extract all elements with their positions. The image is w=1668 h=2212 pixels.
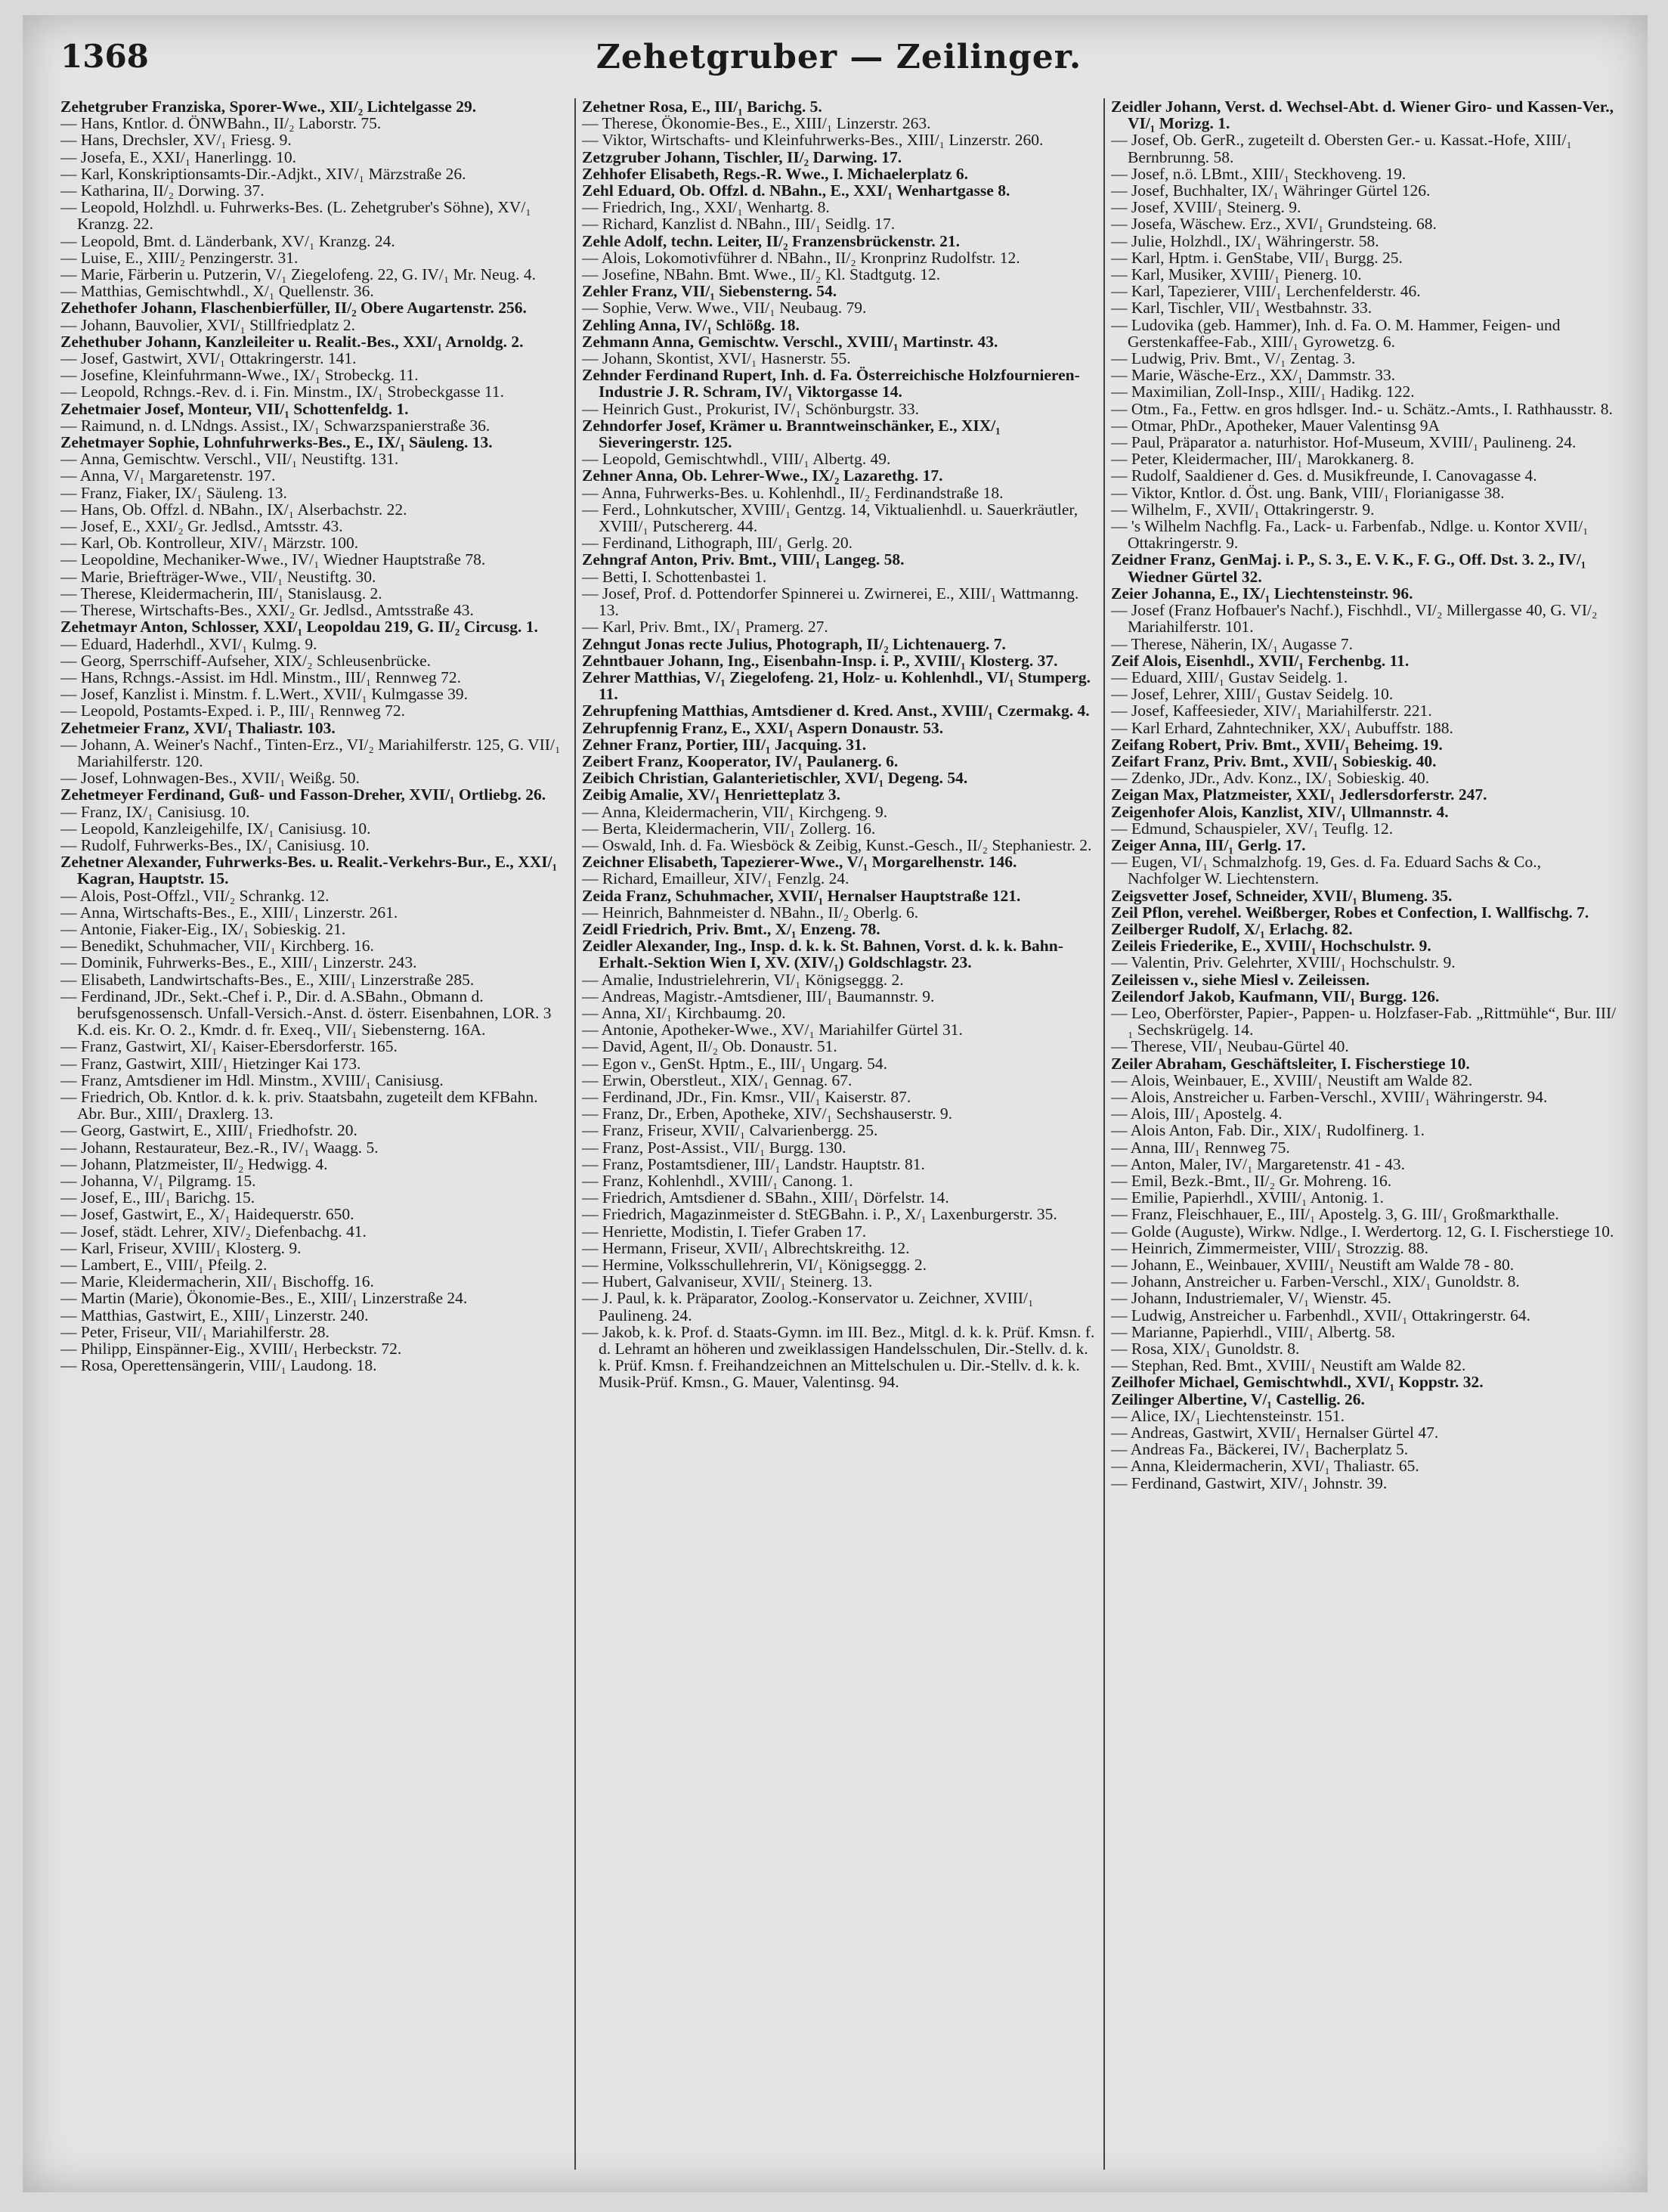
directory-entry: — Johann, Skontist, XVI/₁ Hasnerstr. 55.	[582, 349, 851, 368]
directory-entry: — Golde (Auguste), Wirkw. Ndlge., I. Werdertorg. 12, G. I. Fischerstiege 10.	[1111, 1222, 1614, 1241]
directory-entry: — Betti, I. Schottenbastei 1.	[582, 567, 767, 586]
directory-entry: — Emilie, Papierhdl., XVIII/₁ Antonig. 1.	[1111, 1188, 1385, 1207]
directory-entry: Zeida Franz, Schuhmacher, XVII/₁ Hernalser Hauptstraße 121.	[582, 886, 1021, 905]
directory-entry: Zehetgruber Franziska, Sporer-Wwe., XII/₂ Lichtelgasse 29.	[60, 98, 477, 116]
running-title: Zehetgruber — Zeilinger.	[596, 38, 1082, 76]
directory-entry: Zehntbauer Johann, Ing., Eisenbahn-Insp. i. P., XVIII/₁ Klosterg. 37.	[582, 651, 1058, 670]
directory-entry: — Alois, Post-Offzl., VII/₂ Schrankg. 12.	[60, 886, 330, 905]
directory-entry: — Heinrich, Bahnmeister d. NBahn., II/₂ Oberlg. 6.	[582, 903, 919, 922]
directory-entry: — Rudolf, Saaldiener d. Ges. d. Musikfreunde, I. Canovagasse 4.	[1111, 466, 1537, 485]
directory-entry: — Marie, Färberin u. Putzerin, V/₁ Ziegelofeng. 22, G. IV/₁ Mr. Neug. 4.	[60, 265, 537, 284]
directory-entry: — Friedrich, Amtsdiener d. SBahn., XIII/₁ Dörfelstr. 14.	[582, 1188, 949, 1207]
directory-entry: — Eugen, VI/₁ Schmalzhofg. 19, Ges. d. Fa. Eduard Sachs & Co., Nachfolger W. Liechtenstern.	[1111, 853, 1542, 888]
directory-entry: — Hans, Drechsler, XV/₁ Friesg. 9.	[60, 131, 292, 150]
directory-entry: — Hans, Ob. Offzl. d. NBahn., IX/₁ Alserbachstr. 22.	[60, 500, 407, 519]
directory-entry: — Zdenko, JDr., Adv. Konz., IX/₁ Sobieskig. 40.	[1111, 769, 1430, 788]
directory-entry: — Johann, Platzmeister, II/₂ Hedwigg. 4.	[60, 1154, 328, 1173]
directory-entry: Zeidner Franz, GenMaj. i. P., S. 3., E. V. K., F. G., Off. Dst. 3. 2., IV/₁ Wiedner Gürtel 32.	[1111, 550, 1586, 586]
directory-entry: Zeil Pflon, verehel. Weißberger, Robes et Confection, I. Wallfischg. 7.	[1111, 903, 1589, 922]
directory-entry: — Peter, Friseur, VII/₁ Mariahilferstr. 28.	[60, 1322, 330, 1341]
directory-entry: Zeidler Alexander, Ing., Insp. d. k. k. St. Bahnen, Vorst. d. k. k. Bahn-Erhalt.-Sektion Wien I, XV. (XIV/₁) Goldschlagstr. 23.	[582, 937, 1063, 972]
directory-entry: Zeichner Elisabeth, Tapezierer-Wwe., V/₁ Morgarelhenstr. 146.	[582, 853, 1017, 872]
directory-entry: — Elisabeth, Landwirtschafts-Bes., E., XIII/₁ Linzerstraße 285.	[60, 970, 475, 989]
directory-entry: — Johann, Anstreicher u. Farben-Verschl., XIX/₁ Gunoldstr. 8.	[1111, 1272, 1520, 1291]
directory-entry: — Wilhelm, F., XVII/₁ Ottakringerstr. 9.	[1111, 500, 1375, 519]
directory-entry: Zeigan Max, Platzmeister, XXI/₁ Jedlersdorferstr. 247.	[1111, 785, 1487, 804]
directory-entry: — Therese, VII/₁ Neubau-Gürtel 40.	[1111, 1037, 1349, 1056]
directory-entry: Zehetner Rosa, E., III/₁ Barichg. 5.	[582, 98, 822, 116]
directory-entry: — Paul, Präparator a. naturhistor. Hof-Museum, XVIII/₁ Paulineng. 24.	[1111, 433, 1577, 452]
directory-entry: — Josef, E., III/₁ Barichg. 15.	[60, 1188, 255, 1207]
directory-entry: — Ferdinand, JDr., Fin. Kmsr., VII/₁ Kaiserstr. 87.	[582, 1087, 911, 1106]
directory-entry: — Josef, Kanzlist i. Minstm. f. L.Wert., XVII/₁ Kulmgasse 39.	[60, 685, 469, 704]
directory-entry: Zehetmeier Franz, XVI/₁ Thaliastr. 103.	[60, 718, 336, 737]
directory-entry: — J. Paul, k. k. Präparator, Zoolog.-Konservator u. Zeichner, XVIII/₁ Paulineng. 24.	[582, 1289, 1034, 1324]
directory-entry: — Stephan, Red. Bmt., XVIII/₁ Neustift am Walde 82.	[1111, 1356, 1466, 1375]
directory-entry: — Jakob, k. k. Prof. d. Staats-Gymn. im III. Bez., Mitgl. d. k. k. Prüf. Kmsn. f. d. Lehramt an höheren und zweiklassigen Handelsschulen, Dir.-Stellv. d. k. k. Prüf. Kmsn. f. Freihandzeichnen an Mittelschulen u. Dir.-Stellv. d. k. k. Musik-Prüf. Kmsn., G. Mauer, Valentinsg. 94.	[582, 1322, 1095, 1392]
directory-entry: — Alois, III/₁ Apostelg. 4.	[1111, 1104, 1283, 1123]
directory-entry: Zehler Franz, VII/₁ Siebensterng. 54.	[582, 282, 837, 301]
directory-entry: — Hubert, Galvaniseur, XVII/₁ Steinerg. 13.	[582, 1272, 873, 1291]
directory-entry: — Anna, V/₁ Margaretenstr. 197.	[60, 466, 276, 485]
directory-entry: — Georg, Sperrschiff-Aufseher, XIX/₂ Schleusenbrücke.	[60, 651, 432, 670]
directory-entry: Zeigsvetter Josef, Schneider, XVII/₁ Blumeng. 35.	[1111, 886, 1453, 905]
directory-entry: Zehmann Anna, Gemischtw. Verschl., XVIII/₁ Martinstr. 43.	[582, 332, 998, 351]
directory-entry: — Luise, E., XIII/₂ Penzingerstr. 31.	[60, 248, 299, 267]
directory-entry: — Ludwig, Anstreicher u. Farbenhdl., XVII/₁ Ottakringerstr. 64.	[1111, 1306, 1531, 1324]
directory-entry: — Friedrich, Ing., XXI/₁ Wenhartg. 8.	[582, 198, 830, 217]
directory-entry: — Franz, Friseur, XVII/₁ Calvarienbergg. 25.	[582, 1121, 878, 1140]
directory-entry: Zeileissen v., siehe Miesl v. Zeileissen.	[1111, 970, 1370, 989]
directory-entry: — Alois, Lokomotivführer d. NBahn., II/₂ Kronprinz Rudolfstr. 12.	[582, 248, 1020, 267]
directory-entry: Zeiler Abraham, Geschäftsleiter, I. Fischerstiege 10.	[1111, 1054, 1470, 1073]
column-3	[1111, 98, 1617, 2170]
directory-entry: — Franz, Kohlenhdl., XVIII/₁ Canong. 1.	[582, 1172, 853, 1190]
directory-entry: Zehner Anna, Ob. Lehrer-Wwe., IX/₂ Lazarethg. 17.	[582, 466, 943, 485]
directory-entry: — Heinrich Gust., Prokurist, IV/₁ Schönburgstr. 33.	[582, 399, 920, 418]
directory-entry: — Leopoldine, Mechaniker-Wwe., IV/₁ Wiedner Hauptstraße 78.	[60, 550, 486, 569]
directory-entry: — Johann, A. Weiner's Nachf., Tinten-Erz., VI/₂ Mariahilferstr. 125, G. VII/₁ Mariahilferstr. 120.	[60, 735, 561, 770]
directory-entry: — Alois, Anstreicher u. Farben-Verschl., XVIII/₁ Währingerstr. 94.	[1111, 1087, 1548, 1106]
directory-entry: — Karl, Musiker, XVIII/₁ Pienerg. 10.	[1111, 265, 1362, 284]
column-divider	[1103, 98, 1105, 2170]
directory-entry: — Franz, IX/₁ Canisiusg. 10.	[60, 802, 250, 821]
directory-entry: Zehetmeyer Ferdinand, Guß- und Fasson-Dreher, XVII/₁ Ortliebg. 26.	[60, 785, 546, 804]
directory-entry: Zehner Franz, Portier, III/₁ Jacquing. 31.	[582, 735, 867, 754]
directory-entry: — Maximilian, Zoll-Insp., XIII/₁ Hadikg. 122.	[1111, 383, 1415, 401]
directory-entry: — Matthias, Gemischtwhdl., X/₁ Quellenstr. 36.	[60, 282, 374, 301]
directory-entry: — Edmund, Schauspieler, XV/₁ Teuflg. 12.	[1111, 819, 1394, 838]
directory-entry: — Philipp, Einspänner-Eig., XVIII/₁ Herbeckstr. 72.	[60, 1340, 402, 1358]
directory-entry: — Josef, Kaffeesieder, XIV/₁ Mariahilferstr. 221.	[1111, 702, 1432, 720]
directory-entry: — Ferdinand, Gastwirt, XIV/₁ Johnstr. 39.	[1111, 1473, 1388, 1492]
directory-entry: — David, Agent, II/₂ Ob. Donaustr. 51.	[582, 1037, 837, 1056]
directory-entry: — Josefa, E., XXI/₁ Hanerlingg. 10.	[60, 147, 297, 166]
directory-entry: — Friedrich, Magazinmeister d. StEGBahn. i. P., X/₁ Laxenburgerstr. 35.	[582, 1205, 1057, 1224]
directory-entry: — Therese, Kleidermacherin, III/₁ Stanislausg. 2.	[60, 584, 382, 603]
directory-entry: — Erwin, Oberstleut., XIX/₁ Gennag. 67.	[582, 1070, 853, 1089]
directory-entry: — Josefa, Wäschew. Erz., XVI/₁ Grundsteing. 68.	[1111, 215, 1437, 234]
directory-entry: — Ferdinand, JDr., Sekt.-Chef i. P., Dir. d. A.SBahn., Obmann d. berufsgenossensch. Unfall-Versich.-Anst. d. österr. Eisenbahnen, LOR. 3 K.d. eis. Kr. O. 2., Kmdr. d. fr. Exeq., VII/₁ Siebensterng. 16A.	[60, 987, 552, 1039]
directory-entry: — Josef, Buchhalter, IX/₁ Währinger Gürtel 126.	[1111, 181, 1431, 200]
directory-entry: Zehetner Alexander, Fuhrwerks-Bes. u. Realit.-Verkehrs-Bur., E., XXI/₁ Kagran, Hauptstr. 15.	[60, 853, 558, 888]
directory-entry: — Rosa, XIX/₁ Gunoldstr. 8.	[1111, 1340, 1300, 1358]
directory-entry: — Karl, Hptm. i. GenStabe, VII/₁ Burgg. 25.	[1111, 248, 1403, 267]
directory-entry: — Karl, Konskriptionsamts-Dir.-Adjkt., XIV/₁ Märzstraße 26.	[60, 164, 466, 183]
directory-entry: — Franz, Post-Assist., VII/₁ Burgg. 130.	[582, 1138, 846, 1157]
directory-entry: Zeilberger Rudolf, X/₁ Erlachg. 82.	[1111, 919, 1353, 938]
directory-entry: — Viktor, Wirtschafts- und Kleinfuhrwerks-Bes., XIII/₁ Linzerstr. 260.	[582, 131, 1044, 150]
directory-entry: — Karl, Tischler, VII/₁ Westbahnstr. 33.	[1111, 299, 1372, 318]
directory-entry: Zeibert Franz, Kooperator, IV/₁ Paulanerg. 6.	[582, 751, 899, 770]
directory-entry: — Lambert, E., VIII/₁ Pfeilg. 2.	[60, 1256, 268, 1275]
directory-entry: — Andreas, Magistr.-Amtsdiener, III/₁ Baumannstr. 9.	[582, 987, 935, 1005]
directory-entry: — Marie, Wäsche-Erz., XX/₁ Dammstr. 33.	[1111, 366, 1396, 385]
directory-entry: — Anna, XI/₁ Kirchbaumg. 20.	[582, 1003, 786, 1022]
directory-entry: — Josef, E., XXI/₂ Gr. Jedlsd., Amtsstr. 43.	[60, 517, 343, 536]
directory-entry: — Rudolf, Fuhrwerks-Bes., IX/₁ Canisiusg. 10.	[60, 835, 370, 854]
directory-entry: — Rosa, Operettensängerin, VIII/₁ Laudong. 18.	[60, 1356, 377, 1375]
directory-entry: Zeidl Friedrich, Priv. Bmt., X/₁ Enzeng. 78.	[582, 919, 880, 938]
directory-entry: — Hermann, Friseur, XVII/₁ Albrechtskreithg. 12.	[582, 1238, 910, 1257]
directory-entry: — Therese, Wirtschafts-Bes., XXI/₂ Gr. Jedlsd., Amtsstraße 43.	[60, 601, 474, 620]
directory-entry: — Karl, Ob. Kontrolleur, XIV/₁ Märzstr. 100.	[60, 534, 359, 553]
directory-entry: — Berta, Kleidermacherin, VII/₁ Zollerg. 16.	[582, 819, 876, 838]
directory-entry: Zehethuber Johann, Kanzleileiter u. Realit.-Bes., XXI/₁ Arnoldg. 2.	[60, 332, 524, 351]
directory-entry: — Johann, Bauvolier, XVI/₁ Stillfriedplatz 2.	[60, 315, 355, 334]
directory-entry: — Josef, Prof. d. Pottendorfer Spinnerei u. Zwirnerei, E., XIII/₁ Wattmanng. 13.	[582, 584, 1079, 620]
directory-entry: Zeileis Friederike, E., XVIII/₁ Hochschulstr. 9.	[1111, 937, 1431, 956]
directory-entry: — Josef (Franz Hofbauer's Nachf.), Fischhdl., VI/₂ Millergasse 40, G. VI/₂ Mariahilferstr. 101.	[1111, 601, 1598, 637]
directory-entry: — Johann, E., Weinbauer, XVIII/₁ Neustift am Walde 78 - 80.	[1111, 1256, 1515, 1275]
directory-entry: — Josef, Lehrer, XIII/₁ Gustav Seidelg. 10.	[1111, 685, 1394, 704]
directory-entry: — Eduard, Haderhdl., XVI/₁ Kulmg. 9.	[60, 634, 317, 653]
directory-entry: — Josef, n.ö. LBmt., XIII/₁ Steckhoveng. 19.	[1111, 164, 1407, 183]
directory-entry: — Marie, Briefträger-Wwe., VII/₁ Neustiftg. 30.	[60, 567, 376, 586]
directory-entry: — Julie, Holzhdl., IX/₁ Währingerstr. 58.	[1111, 231, 1379, 250]
directory-entry: Zehnder Ferdinand Rupert, Inh. d. Fa. Österreichische Holzfournieren-Industrie J. R. Schram, IV/₁ Viktorgasse 14.	[582, 366, 1080, 401]
page-number: 1368	[60, 38, 149, 75]
directory-entry: Zehethofer Johann, Flaschenbierfüller, II/₂ Obere Augartenstr. 256.	[60, 299, 527, 318]
directory-entry: — Antonie, Fiaker-Eig., IX/₁ Sobieskig. 21.	[60, 919, 346, 938]
directory-entry: Zeiger Anna, III/₁ Gerlg. 17.	[1111, 835, 1306, 854]
directory-entry: Zehle Adolf, techn. Leiter, II/₂ Franzensbrückenstr. 21.	[582, 231, 960, 250]
directory-entry: — Marianne, Papierhdl., VIII/₁ Albertg. 58.	[1111, 1322, 1396, 1341]
directory-entry: — Franz, Fleischhauer, E., III/₁ Apostelg. 3, G. III/₁ Großmarkthalle.	[1111, 1205, 1559, 1224]
directory-entry: — Josefine, NBahn. Bmt. Wwe., II/₂ Kl. Stadtgutg. 12.	[582, 265, 941, 284]
directory-entry: — Leopold, Gemischtwhdl., VIII/₁ Albertg. 49.	[582, 450, 891, 469]
directory-entry: — Anton, Maler, IV/₁ Margaretenstr. 41 - 43.	[1111, 1154, 1405, 1173]
directory-entry: — Franz, Fiaker, IX/₁ Säuleng. 13.	[60, 483, 287, 502]
directory-entry: — Ludovika (geb. Hammer), Inh. d. Fa. O. M. Hammer, Feigen- und Gerstenkaffee-Fab., XIII/₁ Gyrowetzg. 6.	[1111, 315, 1561, 351]
directory-entry: Zehetmaier Josef, Monteur, VII/₁ Schottenfeldg. 1.	[60, 399, 409, 418]
directory-entry: — Franz, Gastwirt, XI/₁ Kaiser-Ebersdorferstr. 165.	[60, 1037, 398, 1056]
directory-entry: — Ludwig, Priv. Bmt., V/₁ Zentag. 3.	[1111, 349, 1356, 368]
directory-page	[23, 15, 1648, 2192]
directory-entry: — Franz, Postamtsdiener, III/₁ Landstr. Hauptstr. 81.	[582, 1154, 925, 1173]
directory-entry: — Alois Anton, Fab. Dir., XIX/₁ Rudolfinerg. 1.	[1111, 1121, 1425, 1140]
directory-entry: — Josef, XVIII/₁ Steinerg. 9.	[1111, 198, 1301, 217]
directory-entry: — Anna, Fuhrwerks-Bes. u. Kohlenhdl., II/₂ Ferdinandstraße 18.	[582, 483, 1004, 502]
directory-entry: Zehetmayr Anton, Schlosser, XXI/₁ Leopoldau 219, G. II/₂ Circusg. 1.	[60, 618, 538, 637]
directory-entry: Zeilendorf Jakob, Kaufmann, VII/₁ Burgg. 126.	[1111, 987, 1440, 1005]
directory-entry: — Josef, städt. Lehrer, XIV/₂ Diefenbachg. 41.	[60, 1222, 367, 1241]
directory-entry: Zeifart Franz, Priv. Bmt., XVII/₁ Sobieskig. 40.	[1111, 751, 1437, 770]
directory-entry: — Georg, Gastwirt, E., XIII/₁ Friedhofstr. 20.	[60, 1121, 357, 1140]
directory-entry: — 's Wilhelm Nachflg. Fa., Lack- u. Farbenfab., Ndlge. u. Kontor XVII/₁ Ottakringerstr. 9.	[1111, 517, 1589, 553]
directory-entry: — Anna, Kleidermacherin, XVI/₁ Thaliastr. 65.	[1111, 1457, 1419, 1476]
directory-entry: Zehrupfennig Franz, E., XXI/₁ Aspern Donaustr. 53.	[582, 718, 944, 737]
directory-entry: — Antonie, Apotheker-Wwe., XV/₁ Mariahilfer Gürtel 31.	[582, 1021, 963, 1039]
directory-entry: — Franz, Gastwirt, XIII/₁ Hietzinger Kai 173.	[60, 1054, 361, 1073]
directory-entry: — Leopold, Postamts-Exped. i. P., III/₁ Rennweg 72.	[60, 702, 405, 720]
directory-entry: — Hermine, Volksschullehrerin, VI/₁ Königseggg. 2.	[582, 1256, 927, 1275]
directory-entry: — Leopold, Bmt. d. Länderbank, XV/₁ Kranzg. 24.	[60, 231, 395, 250]
directory-entry: — Anna, Gemischtw. Verschl., VII/₁ Neustiftg. 131.	[60, 450, 399, 469]
directory-entry: — Eduard, XIII/₁ Gustav Seidelg. 1.	[1111, 668, 1348, 686]
directory-entry: — Alois, Weinbauer, E., XVIII/₁ Neustift am Walde 82.	[1111, 1070, 1473, 1089]
directory-entry: Zehngraf Anton, Priv. Bmt., VIII/₁ Langeg. 58.	[582, 550, 905, 569]
page-header	[60, 38, 1617, 83]
directory-entry: — Martin (Marie), Ökonomie-Bes., E., XIII/₁ Linzerstraße 24.	[60, 1289, 468, 1308]
directory-entry: — Johann, Restaurateur, Bez.-R., IV/₁ Waagg. 5.	[60, 1138, 379, 1157]
directory-entry: — Josef, Gastwirt, XVI/₁ Ottakringerstr. 141.	[60, 349, 357, 368]
directory-columns	[60, 98, 1617, 2170]
directory-entry: Zehndorfer Josef, Krämer u. Branntweinschänker, E., XIX/₁ Sieveringerstr. 125.	[582, 416, 1001, 452]
directory-entry: Zehhofer Elisabeth, Regs.-R. Wwe., I. Michaelerplatz 6.	[582, 164, 968, 183]
directory-entry: — Otmar, PhDr., Apotheker, Mauer Valentinsg 9A	[1111, 416, 1440, 435]
directory-entry: Zehetmayer Sophie, Lohnfuhrwerks-Bes., E., IX/₁ Säuleng. 13.	[60, 433, 493, 452]
directory-entry: — Amalie, Industrielehrerin, VI/₁ Königseggg. 2.	[582, 970, 904, 989]
directory-entry: — Therese, Ökonomie-Bes., E., XIII/₁ Linzerstr. 263.	[582, 114, 931, 133]
directory-entry: Zeier Johanna, E., IX/₁ Liechtensteinstr. 96.	[1111, 584, 1413, 603]
directory-entry: — Oswald, Inh. d. Fa. Wiesböck & Zeibig, Kunst.-Gesch., II/₂ Stephaniestr. 2.	[582, 835, 1092, 854]
directory-entry: — Richard, Kanzlist d. NBahn., III/₁ Seidlg. 17.	[582, 215, 896, 234]
directory-entry: — Ferd., Lohnkutscher, XVIII/₁ Gentzg. 14, Viktualienhdl. u. Sauerkräutler, XVIII/₁ Putschererg. 44.	[582, 500, 1078, 536]
directory-entry: Zeibig Amalie, XV/₁ Henrietteplatz 3.	[582, 785, 841, 804]
directory-entry: — Johann, Industriemaler, V/₁ Wienstr. 45.	[1111, 1289, 1392, 1308]
directory-entry: Zeibich Christian, Galanterietischler, XVI/₁ Degeng. 54.	[582, 769, 968, 788]
directory-entry: — Ferdinand, Lithograph, III/₁ Gerlg. 20.	[582, 534, 853, 553]
directory-entry: Zeigenhofer Alois, Kanzlist, XIV/₁ Ullmannstr. 4.	[1111, 802, 1449, 821]
directory-entry: — Benedikt, Schuhmacher, VII/₁ Kirchberg. 16.	[60, 937, 374, 956]
directory-entry: Zehrupfening Matthias, Amtsdiener d. Kred. Anst., XVIII/₁ Czermakg. 4.	[582, 702, 1090, 720]
directory-entry: — Anna, Kleidermacherin, VII/₁ Kirchgeng. 9.	[582, 802, 888, 821]
directory-entry: — Josefine, Kleinfuhrmann-Wwe., IX/₁ Strobeckg. 11.	[60, 366, 419, 385]
directory-entry: — Andreas Fa., Bäckerei, IV/₁ Bacherplatz 5.	[1111, 1440, 1409, 1459]
directory-entry: Zeif Alois, Eisenhdl., XVII/₁ Ferchenbg. 11.	[1111, 651, 1410, 670]
column-2	[582, 98, 1096, 2170]
directory-entry: — Franz, Dr., Erben, Apotheke, XIV/₁ Sechshauserstr. 9.	[582, 1104, 952, 1123]
directory-entry: Zeidler Johann, Verst. d. Wechsel-Abt. d. Wiener Giro- und Kassen-Ver., VI/₁ Morizg. 1.	[1111, 98, 1614, 133]
directory-entry: — Karl Erhard, Zahntechniker, XX/₁ Aubuffstr. 188.	[1111, 718, 1453, 737]
directory-entry: — Raimund, n. d. LNdngs. Assist., IX/₁ Schwarzspanierstraße 36.	[60, 416, 490, 435]
column-1	[60, 98, 567, 2170]
directory-entry: — Hans, Kntlor. d. ÖNWBahn., II/₂ Laborstr. 75.	[60, 114, 382, 133]
directory-entry: — Peter, Kleidermacher, III/₁ Marokkanerg. 8.	[1111, 450, 1415, 469]
directory-entry: — Valentin, Priv. Gelehrter, XVIII/₁ Hochschulstr. 9.	[1111, 953, 1456, 972]
directory-entry: — Leopold, Kanzleigehilfe, IX/₁ Canisiusg. 10.	[60, 819, 371, 838]
directory-entry: — Karl, Tapezierer, VIII/₁ Lerchenfelderstr. 46.	[1111, 282, 1421, 301]
directory-entry: — Henriette, Modistin, I. Tiefer Graben 17.	[582, 1222, 867, 1241]
directory-entry: Zehrer Matthias, V/₁ Ziegelofeng. 21, Holz- u. Kohlenhdl., VI/₁ Stumperg. 11.	[582, 668, 1091, 704]
directory-entry: — Matthias, Gastwirt, E., XIII/₁ Linzerstr. 240.	[60, 1306, 369, 1324]
directory-entry: — Josef, Lohnwagen-Bes., XVII/₁ Weißg. 50.	[60, 769, 360, 788]
directory-entry: — Johanna, V/₁ Pilgramg. 15.	[60, 1172, 256, 1190]
directory-entry: — Hans, Rchngs.-Assist. im Hdl. Minstm., III/₁ Rennweg 72.	[60, 668, 462, 686]
column-divider	[574, 98, 576, 2170]
directory-entry: — Leopold, Rchngs.-Rev. d. i. Fin. Minstm., IX/₁ Strobeckgasse 11.	[60, 383, 504, 401]
directory-entry: Zeilhofer Michael, Gemischtwhdl., XVI/₁ Koppstr. 32.	[1111, 1373, 1484, 1392]
directory-entry: Zehl Eduard, Ob. Offzl. d. NBahn., E., XXI/₁ Wenhartgasse 8.	[582, 181, 1010, 200]
directory-entry: — Karl, Priv. Bmt., IX/₁ Pramerg. 27.	[582, 618, 828, 637]
directory-entry: Zehling Anna, IV/₁ Schlößg. 18.	[582, 315, 800, 334]
directory-entry: — Richard, Emailleur, XIV/₁ Fenzlg. 24.	[582, 869, 849, 888]
directory-entry: Zetzgruber Johann, Tischler, II/₂ Darwing. 17.	[582, 147, 902, 166]
directory-entry: — Marie, Kleidermacherin, XII/₁ Bischoffg. 16.	[60, 1272, 374, 1291]
directory-entry: — Emil, Bezk.-Bmt., II/₂ Gr. Mohreng. 16.	[1111, 1172, 1392, 1190]
directory-entry: — Leo, Oberförster, Papier-, Pappen- u. Holzfaser-Fab. „Rittmühle“, Bur. III/₁ Sechskrügelg. 14.	[1111, 1003, 1617, 1039]
directory-entry: — Josef, Gastwirt, E., X/₁ Haidequerstr. 650.	[60, 1205, 354, 1224]
directory-entry: — Katharina, II/₂ Dorwing. 37.	[60, 181, 265, 200]
directory-entry: Zehngut Jonas recte Julius, Photograph, II/₂ Lichtenauerg. 7.	[582, 634, 1006, 653]
directory-entry: — Karl, Friseur, XVIII/₁ Klosterg. 9.	[60, 1238, 302, 1257]
directory-entry: — Egon v., GenSt. Hptm., E., III/₁ Ungarg. 54.	[582, 1054, 888, 1073]
directory-entry: — Friedrich, Ob. Kntlor. d. k. k. priv. Staatsbahn, zugeteilt dem KFBahn. Abr. Bur., XIII/₁ Draxlerg. 13.	[60, 1087, 538, 1123]
directory-entry: — Franz, Amtsdiener im Hdl. Minstm., XVIII/₁ Canisiusg.	[60, 1070, 444, 1089]
directory-entry: — Andreas, Gastwirt, XVII/₁ Hernalser Gürtel 47.	[1111, 1424, 1439, 1442]
directory-entry: — Therese, Näherin, IX/₁ Augasse 7.	[1111, 634, 1353, 653]
directory-entry: — Dominik, Fuhrwerks-Bes., E., XIII/₁ Linzerstr. 243.	[60, 953, 417, 972]
directory-entry: — Viktor, Kntlor. d. Öst. ung. Bank, VIII/₁ Florianigasse 38.	[1111, 483, 1505, 502]
directory-entry: — Leopold, Holzhdl. u. Fuhrwerks-Bes. (L. Zehetgruber's Söhne), XV/₁ Kranzg. 22.	[60, 198, 531, 234]
directory-entry: — Anna, III/₁ Rennweg 75.	[1111, 1138, 1290, 1157]
directory-entry: Zeilinger Albertine, V/₁ Castellig. 26.	[1111, 1389, 1365, 1408]
directory-entry: — Otm., Fa., Fettw. en gros hdlsger. Ind.- u. Schätz.-Amts., I. Rathhausstr. 8.	[1111, 399, 1613, 418]
directory-entry: — Heinrich, Zimmermeister, VIII/₁ Strozzig. 88.	[1111, 1238, 1429, 1257]
directory-entry: — Alice, IX/₁ Liechtensteinstr. 151.	[1111, 1406, 1345, 1425]
directory-entry: Zeifang Robert, Priv. Bmt., XVII/₁ Beheimg. 19.	[1111, 735, 1443, 754]
directory-entry: — Anna, Wirtschafts-Bes., E., XIII/₁ Linzerstr. 261.	[60, 903, 398, 922]
directory-entry: — Sophie, Verw. Wwe., VII/₁ Neubaug. 79.	[582, 299, 867, 318]
directory-entry: — Josef, Ob. GerR., zugeteilt d. Obersten Ger.- u. Kassat.-Hofe, XIII/₁ Bernbrunng. 58.	[1111, 131, 1572, 166]
